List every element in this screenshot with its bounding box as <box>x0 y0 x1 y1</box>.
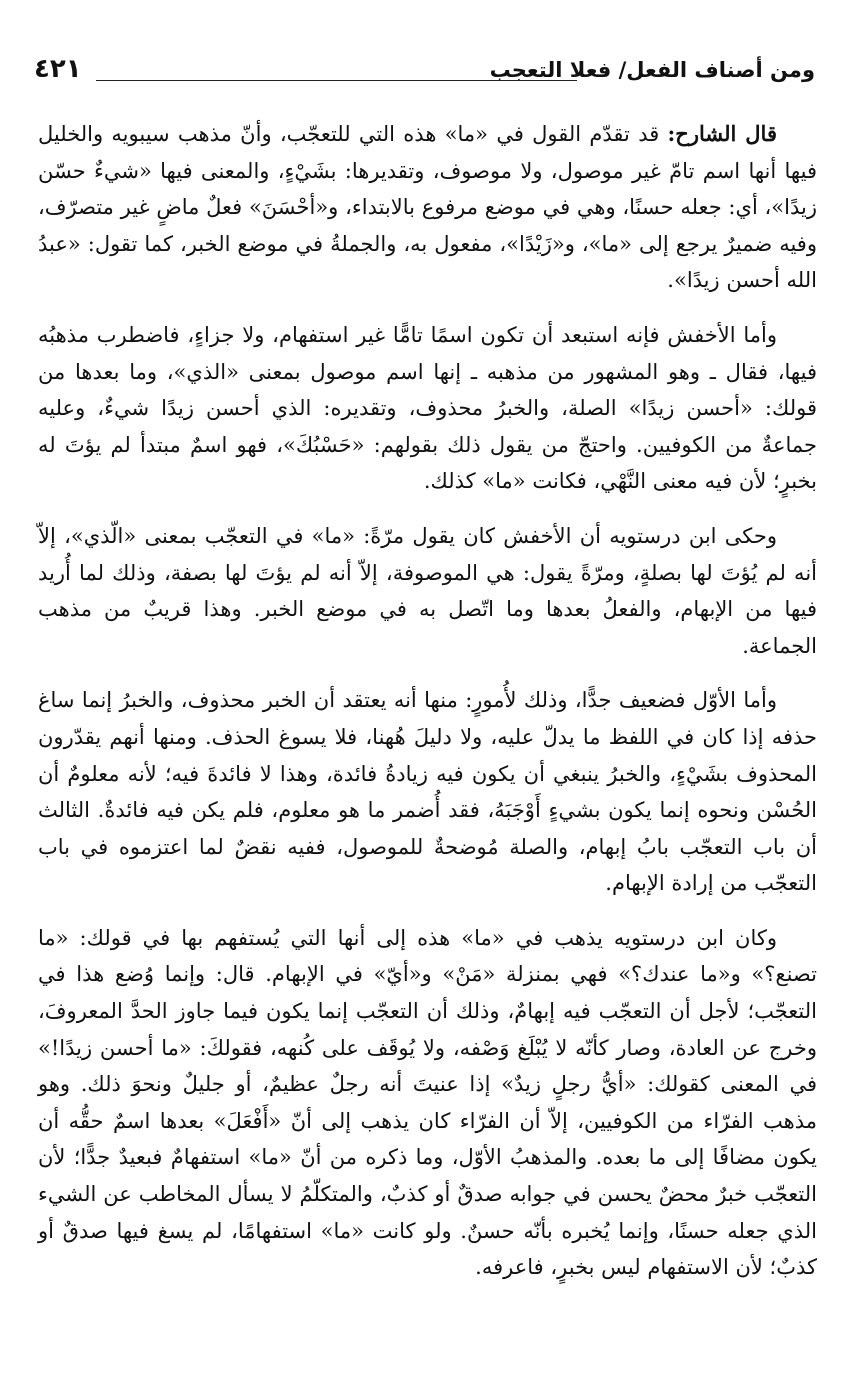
body-text <box>38 116 817 1286</box>
paragraph-text: وكان ابن درستويه يذهب في «ما» هذه إلى أنها التي يُستفهم بها في قولك: «ما تصنع؟» و«ما عندك؟» فهي بمنزلة «مَنْ» و«أيّ» في الإبهام. قال: وإنما وُضع هذا في التعجّب؛ لأجل أن التعجّب فيه إبهامٌ، وذلك أن التعجّب إنما يكون فيما جاوز الحدَّ المعروفَ، وخرج عن العادة، وصار كأنّه لا يُبْلَغ وَصْفه، ولا يُوقَف على كُنهه، فقولكَ: «ما أحسن زيدًا!» في المعنى كقولك: «أيُّ رجلٍ زيدٌ» إذا عنيتَ أنه رجلٌ عظيمٌ، أو جليلٌ ونحوَ ذلك. وهو مذهب الفرّاء من الكوفيين، إلاّ أن الفرّاء كان يذهب إلى أنّ «أَفْعَلَ» بعدها اسمٌ حقُّه أن يكون مضافًا إلى ما بعده. والمذهبُ الأوّل، وما ذكره من أنّ «ما» استفهامٌ فبعيدٌ جدًّا؛ لأن التعجّب خبرٌ محضٌ يحسن في جوابه صدقٌ أو كذبٌ، والمتكلّمُ لا يسأل المخاطب عن الشيء الذي جعله حسنًا، وإنما يُخبره بأنّه حسنٌ. ولو كانت «ما» استفهامًا، لم يسغ فيها صدقٌ أو كذبٌ؛ لأن الاستفهام ليس بخبرٍ، فاعرفه. <box>38 925 817 1280</box>
running-header <box>34 52 815 92</box>
page-number: ٤٢١ <box>34 54 82 84</box>
paragraph-3 <box>38 518 817 664</box>
paragraph-4 <box>38 682 817 902</box>
paragraph-1 <box>38 116 817 299</box>
paragraph-text: وأما الأخفش فإنه استبعد أن تكون اسمًا تامًّا غير استفهام، ولا جزاءٍ، فاضطرب مذهبُه فيها، فقال ـ وهو المشهور من مذهبه ـ إنها اسم موصول بمعنى «الذي»، وما بعدها من قولك: «أحسن زيدًا» الصلة، والخبرُ محذوف، وتقديره: الذي أحسن زيدًا شيءٌ، وعليه جماعةٌ من الكوفيين. واحتجّ من يقول ذلك بقولهم: «حَسْبُكَ»، فهو اسمٌ مبتدأ لم يؤتَ له بخبرٍ؛ لأن فيه معنى النَّهْي، فكانت «ما» كذلك. <box>38 322 817 494</box>
paragraph-text: وأما الأوّل فضعيف جدًّا، وذلك لأُمورٍ: منها أنه يعتقد أن الخبر محذوف، والخبرُ إنما ساغ حذفه إذا كان في اللفظ ما يدلّ عليه، ولا دليلَ هُهنا، فلا يسوغ الحذف. ومنها أنهم يقدّرون المحذوف بشَيْءٍ، والخبرُ ينبغي أن يكون فيه زيادةُ فائدة، وهذا لا فائدةَ فيه؛ لأنه معلومٌ أن الحُسْن ونحوه إنما يكون بشيءٍ أَوْجَبَهُ، فقد أُضمر ما هو معلوم، فلم يكن فيه فائدةٌ. الثالث أن باب التعجّب بابُ إبهام، والصلة مُوضحةٌ للموصول، ففيه نقضٌ لما اعتزموه في باب التعجّب من إرادة الإبهام. <box>38 688 817 896</box>
paragraph-text: قد تقدّم القول في «ما» هذه التي للتعجّب، وأنّ مذهب سيبويه والخليل فيها أنها اسم تامّ غير موصول، ولا موصوف، وتقديرها: بشَيْءٍ، والمعنى فيها «شيءٌ حسّن زيدًا»، أي: جعله حسنًا، وهي في موضع مرفوع بالابتداء، و«أحْسَنَ» فعلٌ ماضٍ غير متصرّف، وفيه ضميرٌ يرجع إلى «ما»، و«زَيْدًا»، مفعول به، والجملةُ في موضع الخبر، كما تقول: «عبدُ الله أحسن زيدًا». <box>38 122 817 293</box>
header-title: ومن أصناف الفعل/ فعلا التعجب <box>489 58 815 82</box>
paragraph-lead: قال الشارح: <box>667 121 777 146</box>
paragraph-2 <box>38 317 817 500</box>
paragraph-text: وحكى ابن درستويه أن الأخفش كان يقول مرّةً: «ما» في التعجّب بمعنى «الّذي»، إلاّ أنه لم يُؤتَ لها بصلةٍ، ومرّةً يقول: هي الموصوفة، إلاّ أنه لم يؤتَ لها بصفة، وذلك لما أُريد فيها من الإبهام، والفعلُ بعدها وما اتّصل به في موضع الخبر. وهذا قريبٌ من مذهب الجماعة. <box>38 523 817 658</box>
header-rule <box>96 80 577 81</box>
paragraph-5 <box>38 920 817 1286</box>
